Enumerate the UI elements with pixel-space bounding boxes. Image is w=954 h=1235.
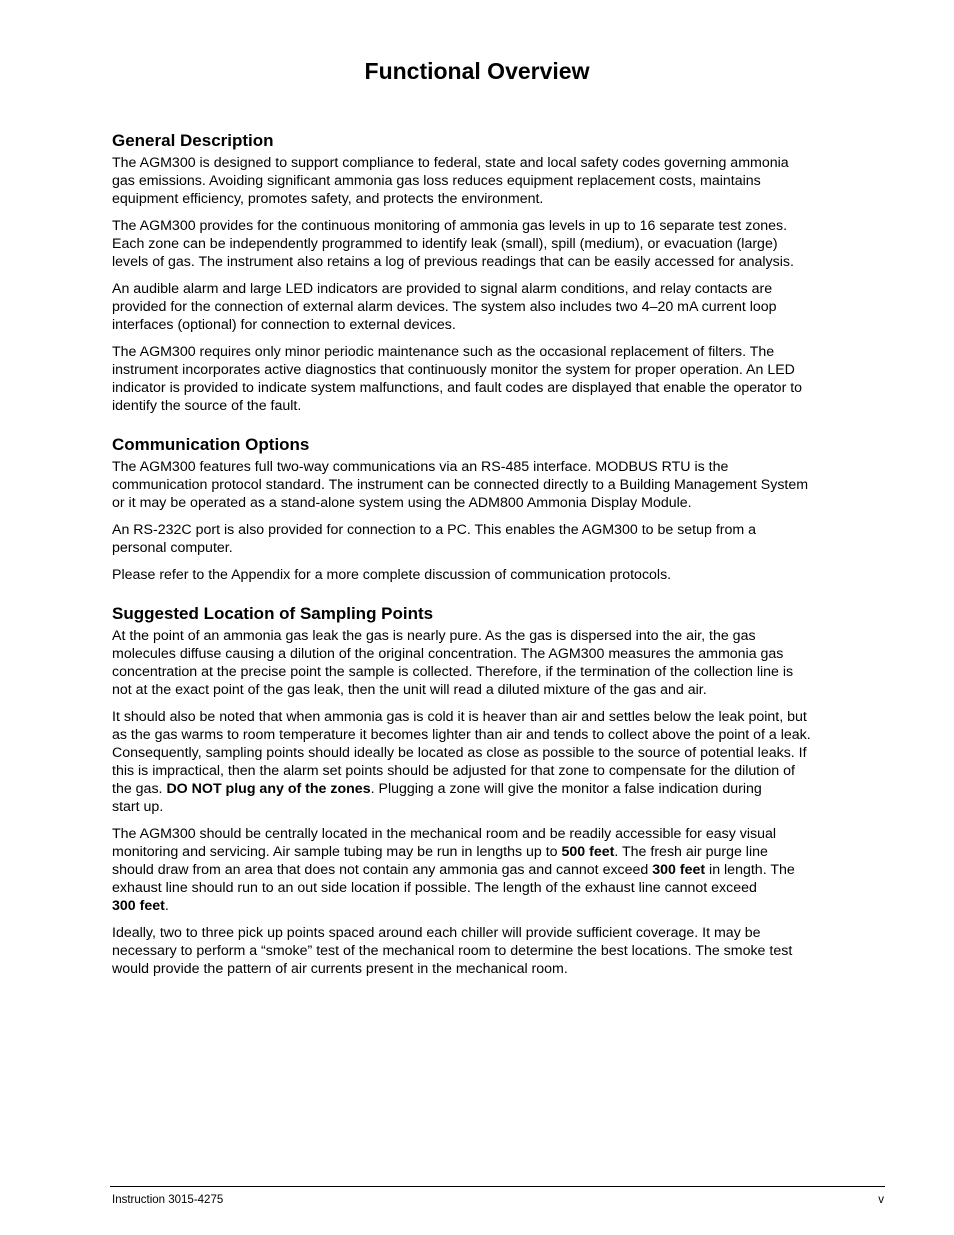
paragraph [112, 458, 884, 512]
emphasis-text: 300 feet [112, 898, 165, 914]
text-run: It should also be noted that when ammonia gas is cold it is heaver than air and settles below the leak point, but as the gas warms to room temperature it becomes lighter than air and tends to collect above the point of a leak. Consequently, sampling points should ideally be located as close as possible to the source of potential leaks. If this is impractical, then the alarm set points should be adjusted for that zone to compensate for the dilution of the gas. [112, 709, 811, 797]
emphasis-text: DO NOT plug any of the zones [166, 781, 371, 797]
section-heading: Communication Options [112, 435, 310, 454]
text-run: . Plugging a zone will give the monitor a false indication during start up. [112, 781, 762, 815]
paragraph [112, 343, 884, 415]
footer-page-number: v [878, 1194, 884, 1206]
text-run: An RS-232C port is also provided for connection to a PC. This enables the AGM300 to be setup from a personal computer. [112, 522, 757, 556]
footer-divider [110, 1186, 885, 1187]
section-heading: Suggested Location of Sampling Points [112, 604, 434, 623]
text-run: Please refer to the Appendix for a more complete discussion of communication protocols. [112, 567, 672, 583]
paragraph [112, 627, 884, 699]
page-title: Functional Overview [364, 58, 590, 84]
paragraph [112, 708, 884, 816]
paragraph [112, 217, 884, 271]
paragraph [112, 154, 884, 208]
document-body [112, 128, 884, 987]
paragraph [112, 280, 884, 334]
section-spacer [112, 593, 884, 601]
emphasis-text: 500 feet [561, 844, 615, 860]
paragraph [112, 924, 884, 978]
text-run: At the point of an ammonia gas leak the gas is nearly pure. As the gas is dispersed into the air, the gas molecules diffuse causing a dilution of the original concentration. The AGM300 measures the ammonia gas concentration at the precise point the sample is collected. Therefore, if the termination of the collection line is not at the exact point of the gas leak, then the unit will read a diluted mixture of the gas and air. [112, 628, 794, 698]
paragraph [112, 566, 884, 584]
paragraph [112, 825, 884, 915]
section-spacer [112, 424, 884, 432]
text-run: Ideally, two to three pick up points spaced around each chiller will provide sufficient coverage. It may be necessary to perform a “smoke” test of the mechanical room to determine the best locations. The smoke test would provide the pattern of air currents present in the mechanical room. [112, 925, 793, 977]
paragraph [112, 521, 884, 557]
text-run: The AGM300 provides for the continuous monitoring of ammonia gas levels in up to 16 separate test zones. Each zone can be independently programmed to identify leak (small), spill (medium), or evacuation (large) levels of gas. The instrument also retains a log of previous readings that can be easily accessed for analysis. [112, 218, 794, 270]
text-run: The AGM300 is designed to support compliance to federal, state and local safety codes governing ammonia gas emissions. Avoiding significant ammonia gas loss reduces equipment replacement costs, maintains equipment efficiency, promotes safety, and protects the environment. [112, 155, 789, 207]
text-run: The AGM300 features full two-way communications via an RS-485 interface. MODBUS RTU is the communication protocol standard. The instrument can be connected directly to a Building Management System or it may be operated as a stand-alone system using the ADM800 Ammonia Display Module. [112, 459, 809, 511]
text-run: . The fresh air purge line should draw from an area that does not contain any ammonia gas and cannot exceed [112, 844, 768, 878]
text-run: in length. The exhaust line should run to an out side location if possible. The length of the exhaust line cannot exceed [112, 862, 795, 896]
section-heading: General Description [112, 131, 274, 150]
text-run: The AGM300 requires only minor periodic maintenance such as the occasional replacement of filters. The instrument incorporates active diagnostics that continuously monitor the system for proper operation. An LED indicator is provided to indicate system malfunctions, and fault codes are displayed that enable the operator to identify the source of the fault. [112, 344, 803, 414]
text-run: An audible alarm and large LED indicators are provided to signal alarm conditions, and relay contacts are provided for the connection of external alarm devices. The system also includes two 4–20 mA current loop interfaces (optional) for connection to external devices. [112, 281, 777, 333]
footer-document-id: Instruction 3015-4275 [112, 1194, 224, 1206]
emphasis-text: 300 feet [652, 862, 706, 878]
text-run: . [164, 898, 169, 914]
text-run: The AGM300 should be centrally located in the mechanical room and be readily accessible for easy visual monitoring and servicing. Air sample tubing may be run in lengths up to [112, 826, 777, 860]
